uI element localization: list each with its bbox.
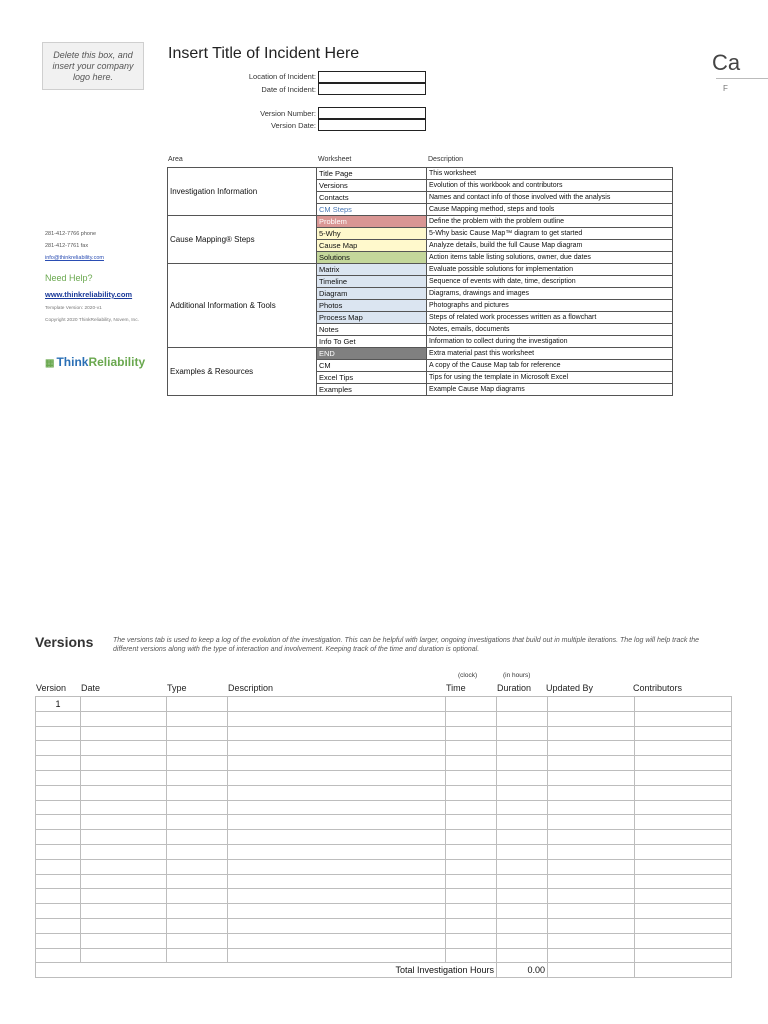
col-duration: Duration <box>497 683 532 693</box>
version-cell[interactable] <box>167 874 228 889</box>
worksheet-link[interactable]: Info To Get <box>317 336 427 348</box>
contact-email-link[interactable]: info@thinkreliability.com <box>45 255 104 261</box>
version-cell[interactable] <box>446 830 497 845</box>
col-description: Description <box>228 683 274 693</box>
version-cell[interactable] <box>548 830 635 845</box>
version-cell[interactable] <box>81 697 167 712</box>
version-cell[interactable] <box>446 889 497 904</box>
version-cell[interactable] <box>228 726 446 741</box>
worksheet-table <box>167 167 673 396</box>
version-cell[interactable] <box>497 933 548 948</box>
total-row <box>36 963 732 978</box>
worksheet-description: Define the problem with the problem outline <box>427 216 673 228</box>
version-cell[interactable] <box>36 770 81 785</box>
version-cell[interactable] <box>446 770 497 785</box>
version-cell[interactable] <box>167 859 228 874</box>
version-cell[interactable] <box>167 741 228 756</box>
version-cell[interactable] <box>635 756 732 771</box>
version-cell[interactable] <box>167 948 228 963</box>
version-cell[interactable] <box>548 770 635 785</box>
version-number-label: Version Number: <box>260 109 316 118</box>
table-row <box>36 800 732 815</box>
version-cell[interactable] <box>548 844 635 859</box>
version-cell[interactable] <box>635 830 732 845</box>
versions-table <box>35 696 732 978</box>
version-cell[interactable] <box>446 859 497 874</box>
version-cell[interactable] <box>446 785 497 800</box>
version-cell[interactable] <box>446 874 497 889</box>
version-cell[interactable] <box>635 948 732 963</box>
version-cell[interactable] <box>228 844 446 859</box>
version-cell[interactable] <box>36 815 81 830</box>
version-cell[interactable] <box>446 741 497 756</box>
table-row <box>36 785 732 800</box>
version-cell[interactable] <box>497 874 548 889</box>
version-cell[interactable] <box>167 770 228 785</box>
version-cell[interactable] <box>446 697 497 712</box>
version-cell[interactable] <box>167 785 228 800</box>
version-cell[interactable] <box>446 948 497 963</box>
version-cell[interactable] <box>81 726 167 741</box>
table-row <box>36 815 732 830</box>
col-type: Type <box>167 683 187 693</box>
version-cell[interactable] <box>635 785 732 800</box>
version-cell[interactable] <box>228 904 446 919</box>
version-cell[interactable] <box>36 785 81 800</box>
col-contributors: Contributors <box>633 683 683 693</box>
version-cell[interactable] <box>228 770 446 785</box>
worksheet-description: Diagrams, drawings and images <box>427 288 673 300</box>
location-label: Location of Incident: <box>248 72 316 81</box>
version-cell[interactable] <box>548 889 635 904</box>
worksheet-link[interactable]: Photos <box>317 300 427 312</box>
area-investigation: Investigation Information <box>168 168 317 216</box>
version-cell[interactable] <box>36 741 81 756</box>
version-cell[interactable] <box>548 726 635 741</box>
worksheet-link[interactable]: Diagram <box>317 288 427 300</box>
version-cell[interactable] <box>497 844 548 859</box>
table-row <box>36 741 732 756</box>
logo-think-text: Think <box>56 355 89 369</box>
version-cell[interactable] <box>81 859 167 874</box>
version-cell[interactable] <box>36 889 81 904</box>
version-cell[interactable] <box>497 726 548 741</box>
col-version: Version <box>36 683 67 693</box>
version-cell[interactable] <box>635 889 732 904</box>
version-cell[interactable] <box>228 874 446 889</box>
incident-title[interactable]: Insert Title of Incident Here <box>168 45 360 62</box>
table-row <box>36 770 732 785</box>
location-input[interactable] <box>318 71 426 83</box>
version-cell[interactable] <box>548 918 635 933</box>
corner-brand: Ca <box>712 50 741 75</box>
worksheet-link[interactable]: Title Page <box>317 168 427 180</box>
worksheet-row <box>168 348 673 360</box>
version-cell[interactable] <box>548 963 635 978</box>
worksheet-description: Extra material past this worksheet <box>427 348 673 360</box>
version-cell[interactable] <box>497 756 548 771</box>
version-cell[interactable] <box>635 770 732 785</box>
total-hours-value: 0.00 <box>497 963 548 978</box>
version-cell[interactable] <box>81 756 167 771</box>
version-date-label: Version Date: <box>270 121 316 130</box>
worksheet-row <box>168 264 673 276</box>
version-cell[interactable] <box>497 800 548 815</box>
version-cell[interactable] <box>635 844 732 859</box>
corner-sub: F <box>723 84 728 93</box>
worksheet-link[interactable]: Excel Tips <box>317 372 427 384</box>
contact-fax: 281-412-7761 fax <box>45 243 89 249</box>
version-cell[interactable] <box>167 815 228 830</box>
version-cell[interactable] <box>81 800 167 815</box>
worksheet-description: Steps of related work processes written as a flowchart <box>427 312 673 324</box>
worksheet-description: This worksheet <box>427 168 673 180</box>
version-cell[interactable] <box>548 785 635 800</box>
version-cell[interactable] <box>548 948 635 963</box>
version-cell[interactable] <box>635 697 732 712</box>
table-row <box>36 859 732 874</box>
version-cell[interactable] <box>36 756 81 771</box>
version-cell[interactable] <box>81 830 167 845</box>
worksheet-link[interactable]: Examples <box>317 384 427 396</box>
table-row <box>36 711 732 726</box>
version-cell[interactable] <box>548 741 635 756</box>
version-cell[interactable] <box>36 874 81 889</box>
worksheet-description: Notes, emails, documents <box>427 324 673 336</box>
version-cell[interactable] <box>228 830 446 845</box>
version-cell[interactable] <box>228 711 446 726</box>
version-cell[interactable] <box>228 800 446 815</box>
area-additional: Additional Information & Tools <box>168 264 317 348</box>
version-cell[interactable] <box>81 933 167 948</box>
header-area: Area <box>168 156 183 163</box>
version-cell[interactable] <box>497 770 548 785</box>
version-cell[interactable] <box>228 933 446 948</box>
version-cell[interactable] <box>167 726 228 741</box>
thinkreliability-logo <box>45 355 145 369</box>
version-cell[interactable] <box>635 904 732 919</box>
version-cell[interactable] <box>635 726 732 741</box>
worksheet-row <box>168 168 673 180</box>
table-row <box>36 697 732 712</box>
version-cell[interactable] <box>635 874 732 889</box>
table-row <box>36 844 732 859</box>
col-updated-by: Updated By <box>546 683 594 693</box>
worksheet-description: Names and contact info of those involved with the analysis <box>427 192 673 204</box>
version-date-input[interactable] <box>318 119 426 131</box>
area-examples: Examples & Resources <box>168 348 317 396</box>
version-cell[interactable] <box>36 830 81 845</box>
version-cell[interactable] <box>228 697 446 712</box>
version-cell[interactable] <box>548 756 635 771</box>
version-cell[interactable] <box>446 844 497 859</box>
version-cell[interactable] <box>228 815 446 830</box>
version-cell[interactable] <box>446 933 497 948</box>
version-cell[interactable] <box>167 918 228 933</box>
table-row <box>36 830 732 845</box>
version-cell[interactable] <box>635 711 732 726</box>
worksheet-link[interactable]: Matrix <box>317 264 427 276</box>
logo-placeholder[interactable]: Delete this box, and insert your company logo here. <box>42 42 144 90</box>
version-cell[interactable] <box>497 815 548 830</box>
version-cell[interactable] <box>497 785 548 800</box>
worksheet-link[interactable]: Problem <box>317 216 427 228</box>
version-cell[interactable] <box>36 800 81 815</box>
table-row <box>36 933 732 948</box>
table-row <box>36 874 732 889</box>
worksheet-link[interactable]: Contacts <box>317 192 427 204</box>
version-cell[interactable] <box>635 859 732 874</box>
version-cell[interactable] <box>36 948 81 963</box>
date-input[interactable] <box>318 83 426 95</box>
copyright-note: Copyright 2020 ThinkReliability, Novem, Inc. <box>45 318 139 323</box>
worksheet-link[interactable]: Process Map <box>317 312 427 324</box>
version-cell[interactable] <box>167 933 228 948</box>
version-cell[interactable] <box>635 741 732 756</box>
worksheet-description: A copy of the Cause Map tab for reference <box>427 360 673 372</box>
worksheet-link[interactable]: CM Steps <box>317 204 427 216</box>
version-cell[interactable] <box>548 697 635 712</box>
worksheet-description: Sequence of events with date, time, description <box>427 276 673 288</box>
version-cell[interactable] <box>446 800 497 815</box>
worksheet-description: Evolution of this workbook and contributors <box>427 180 673 192</box>
version-cell[interactable] <box>497 918 548 933</box>
version-cell[interactable] <box>548 800 635 815</box>
version-cell[interactable] <box>635 963 732 978</box>
worksheet-row <box>168 216 673 228</box>
version-cell[interactable] <box>167 756 228 771</box>
version-cell[interactable] <box>167 889 228 904</box>
version-cell[interactable] <box>167 711 228 726</box>
worksheet-link[interactable]: Notes <box>317 324 427 336</box>
table-row <box>36 918 732 933</box>
area-cause-mapping: Cause Mapping® Steps <box>168 216 317 264</box>
worksheet-description: Action items table listing solutions, owner, due dates <box>427 252 673 264</box>
version-cell[interactable] <box>81 844 167 859</box>
version-cell[interactable] <box>81 711 167 726</box>
version-cell[interactable] <box>497 697 548 712</box>
total-hours-label: Total Investigation Hours <box>36 963 497 978</box>
table-row <box>36 889 732 904</box>
version-cell[interactable] <box>81 918 167 933</box>
worksheet-description: Information to collect during the investigation <box>427 336 673 348</box>
version-cell[interactable] <box>635 918 732 933</box>
worksheet-link[interactable]: END <box>317 348 427 360</box>
worksheet-description: Photographs and pictures <box>427 300 673 312</box>
worksheet-description: Example Cause Map diagrams <box>427 384 673 396</box>
version-cell[interactable] <box>36 859 81 874</box>
version-cell[interactable] <box>167 844 228 859</box>
table-row <box>36 726 732 741</box>
version-cell[interactable] <box>635 800 732 815</box>
version-cell[interactable] <box>81 741 167 756</box>
version-cell[interactable] <box>81 904 167 919</box>
worksheet-link[interactable]: Solutions <box>317 252 427 264</box>
version-cell[interactable] <box>548 859 635 874</box>
version-cell[interactable] <box>446 815 497 830</box>
worksheet-description: Analyze details, build the full Cause Map diagram <box>427 240 673 252</box>
header-worksheet: Worksheet <box>318 156 352 163</box>
version-cell[interactable] <box>228 889 446 904</box>
version-cell[interactable] <box>36 904 81 919</box>
version-cell[interactable] <box>446 711 497 726</box>
version-cell[interactable] <box>548 874 635 889</box>
version-cell[interactable] <box>497 889 548 904</box>
version-cell[interactable] <box>228 785 446 800</box>
version-cell[interactable] <box>548 711 635 726</box>
corner-divider <box>716 78 768 79</box>
version-cell[interactable] <box>228 918 446 933</box>
version-cell[interactable] <box>81 948 167 963</box>
table-row <box>36 948 732 963</box>
version-cell[interactable] <box>167 830 228 845</box>
contact-phone: 281-412-7766 phone <box>45 231 97 237</box>
version-cell[interactable] <box>36 918 81 933</box>
grid-icon: ▦ <box>45 358 55 369</box>
version-cell[interactable] <box>167 904 228 919</box>
version-cell[interactable]: 1 <box>36 697 81 712</box>
version-cell[interactable] <box>497 711 548 726</box>
version-cell[interactable] <box>635 933 732 948</box>
version-cell[interactable] <box>497 830 548 845</box>
worksheet-description: 5-Why basic Cause Map™ diagram to get started <box>427 228 673 240</box>
version-cell[interactable] <box>497 741 548 756</box>
version-cell[interactable] <box>167 800 228 815</box>
worksheet-link[interactable]: Versions <box>317 180 427 192</box>
version-cell[interactable] <box>36 933 81 948</box>
version-cell[interactable] <box>81 785 167 800</box>
version-cell[interactable] <box>446 904 497 919</box>
duration-subheader: (in hours) <box>503 672 531 679</box>
need-help-heading: Need Help? <box>45 273 93 283</box>
logo-reliability-text: Reliability <box>88 355 146 369</box>
header-description: Description <box>428 156 464 163</box>
version-cell[interactable] <box>228 859 446 874</box>
version-cell[interactable] <box>548 904 635 919</box>
version-cell[interactable] <box>497 904 548 919</box>
version-cell[interactable] <box>36 844 81 859</box>
versions-title: Versions <box>35 634 94 650</box>
website-link[interactable]: www.thinkreliability.com <box>45 290 133 299</box>
version-cell[interactable] <box>36 711 81 726</box>
version-cell[interactable] <box>81 889 167 904</box>
version-cell[interactable] <box>81 770 167 785</box>
version-cell[interactable] <box>81 874 167 889</box>
date-label: Date of Incident: <box>261 85 316 94</box>
worksheet-link[interactable]: Timeline <box>317 276 427 288</box>
table-row <box>36 756 732 771</box>
version-cell[interactable] <box>228 741 446 756</box>
version-number-input[interactable] <box>318 107 426 119</box>
version-cell[interactable] <box>548 815 635 830</box>
version-cell[interactable] <box>228 756 446 771</box>
version-cell[interactable] <box>81 815 167 830</box>
worksheet-link[interactable]: Cause Map <box>317 240 427 252</box>
version-cell[interactable] <box>497 859 548 874</box>
version-cell[interactable] <box>446 756 497 771</box>
worksheet-description: Tips for using the template in Microsoft Excel <box>427 372 673 384</box>
version-cell[interactable] <box>36 726 81 741</box>
worksheet-link[interactable]: CM <box>317 360 427 372</box>
versions-description: The versions tab is used to keep a log of the evolution of the investigation. This can be helpful with larger, ongoing investigations that build out in multiple iterations. The log will help track the different versions along with the type of interaction and involvement. Keeping track of the time and duration is optional. <box>113 637 700 653</box>
col-date: Date <box>81 683 101 693</box>
version-cell[interactable] <box>635 815 732 830</box>
version-cell[interactable] <box>497 948 548 963</box>
version-cell[interactable] <box>548 933 635 948</box>
version-cell[interactable] <box>228 948 446 963</box>
worksheet-description: Cause Mapping method, steps and tools <box>427 204 673 216</box>
worksheet-description: Evaluate possible solutions for implementation <box>427 264 673 276</box>
col-time: Time <box>446 683 466 693</box>
worksheet-link[interactable]: 5-Why <box>317 228 427 240</box>
table-row <box>36 904 732 919</box>
version-cell[interactable] <box>167 697 228 712</box>
time-subheader: (clock) <box>458 672 478 679</box>
version-cell[interactable] <box>446 918 497 933</box>
version-cell[interactable] <box>446 726 497 741</box>
template-version: Template Version: 2020-v1 <box>45 306 102 311</box>
